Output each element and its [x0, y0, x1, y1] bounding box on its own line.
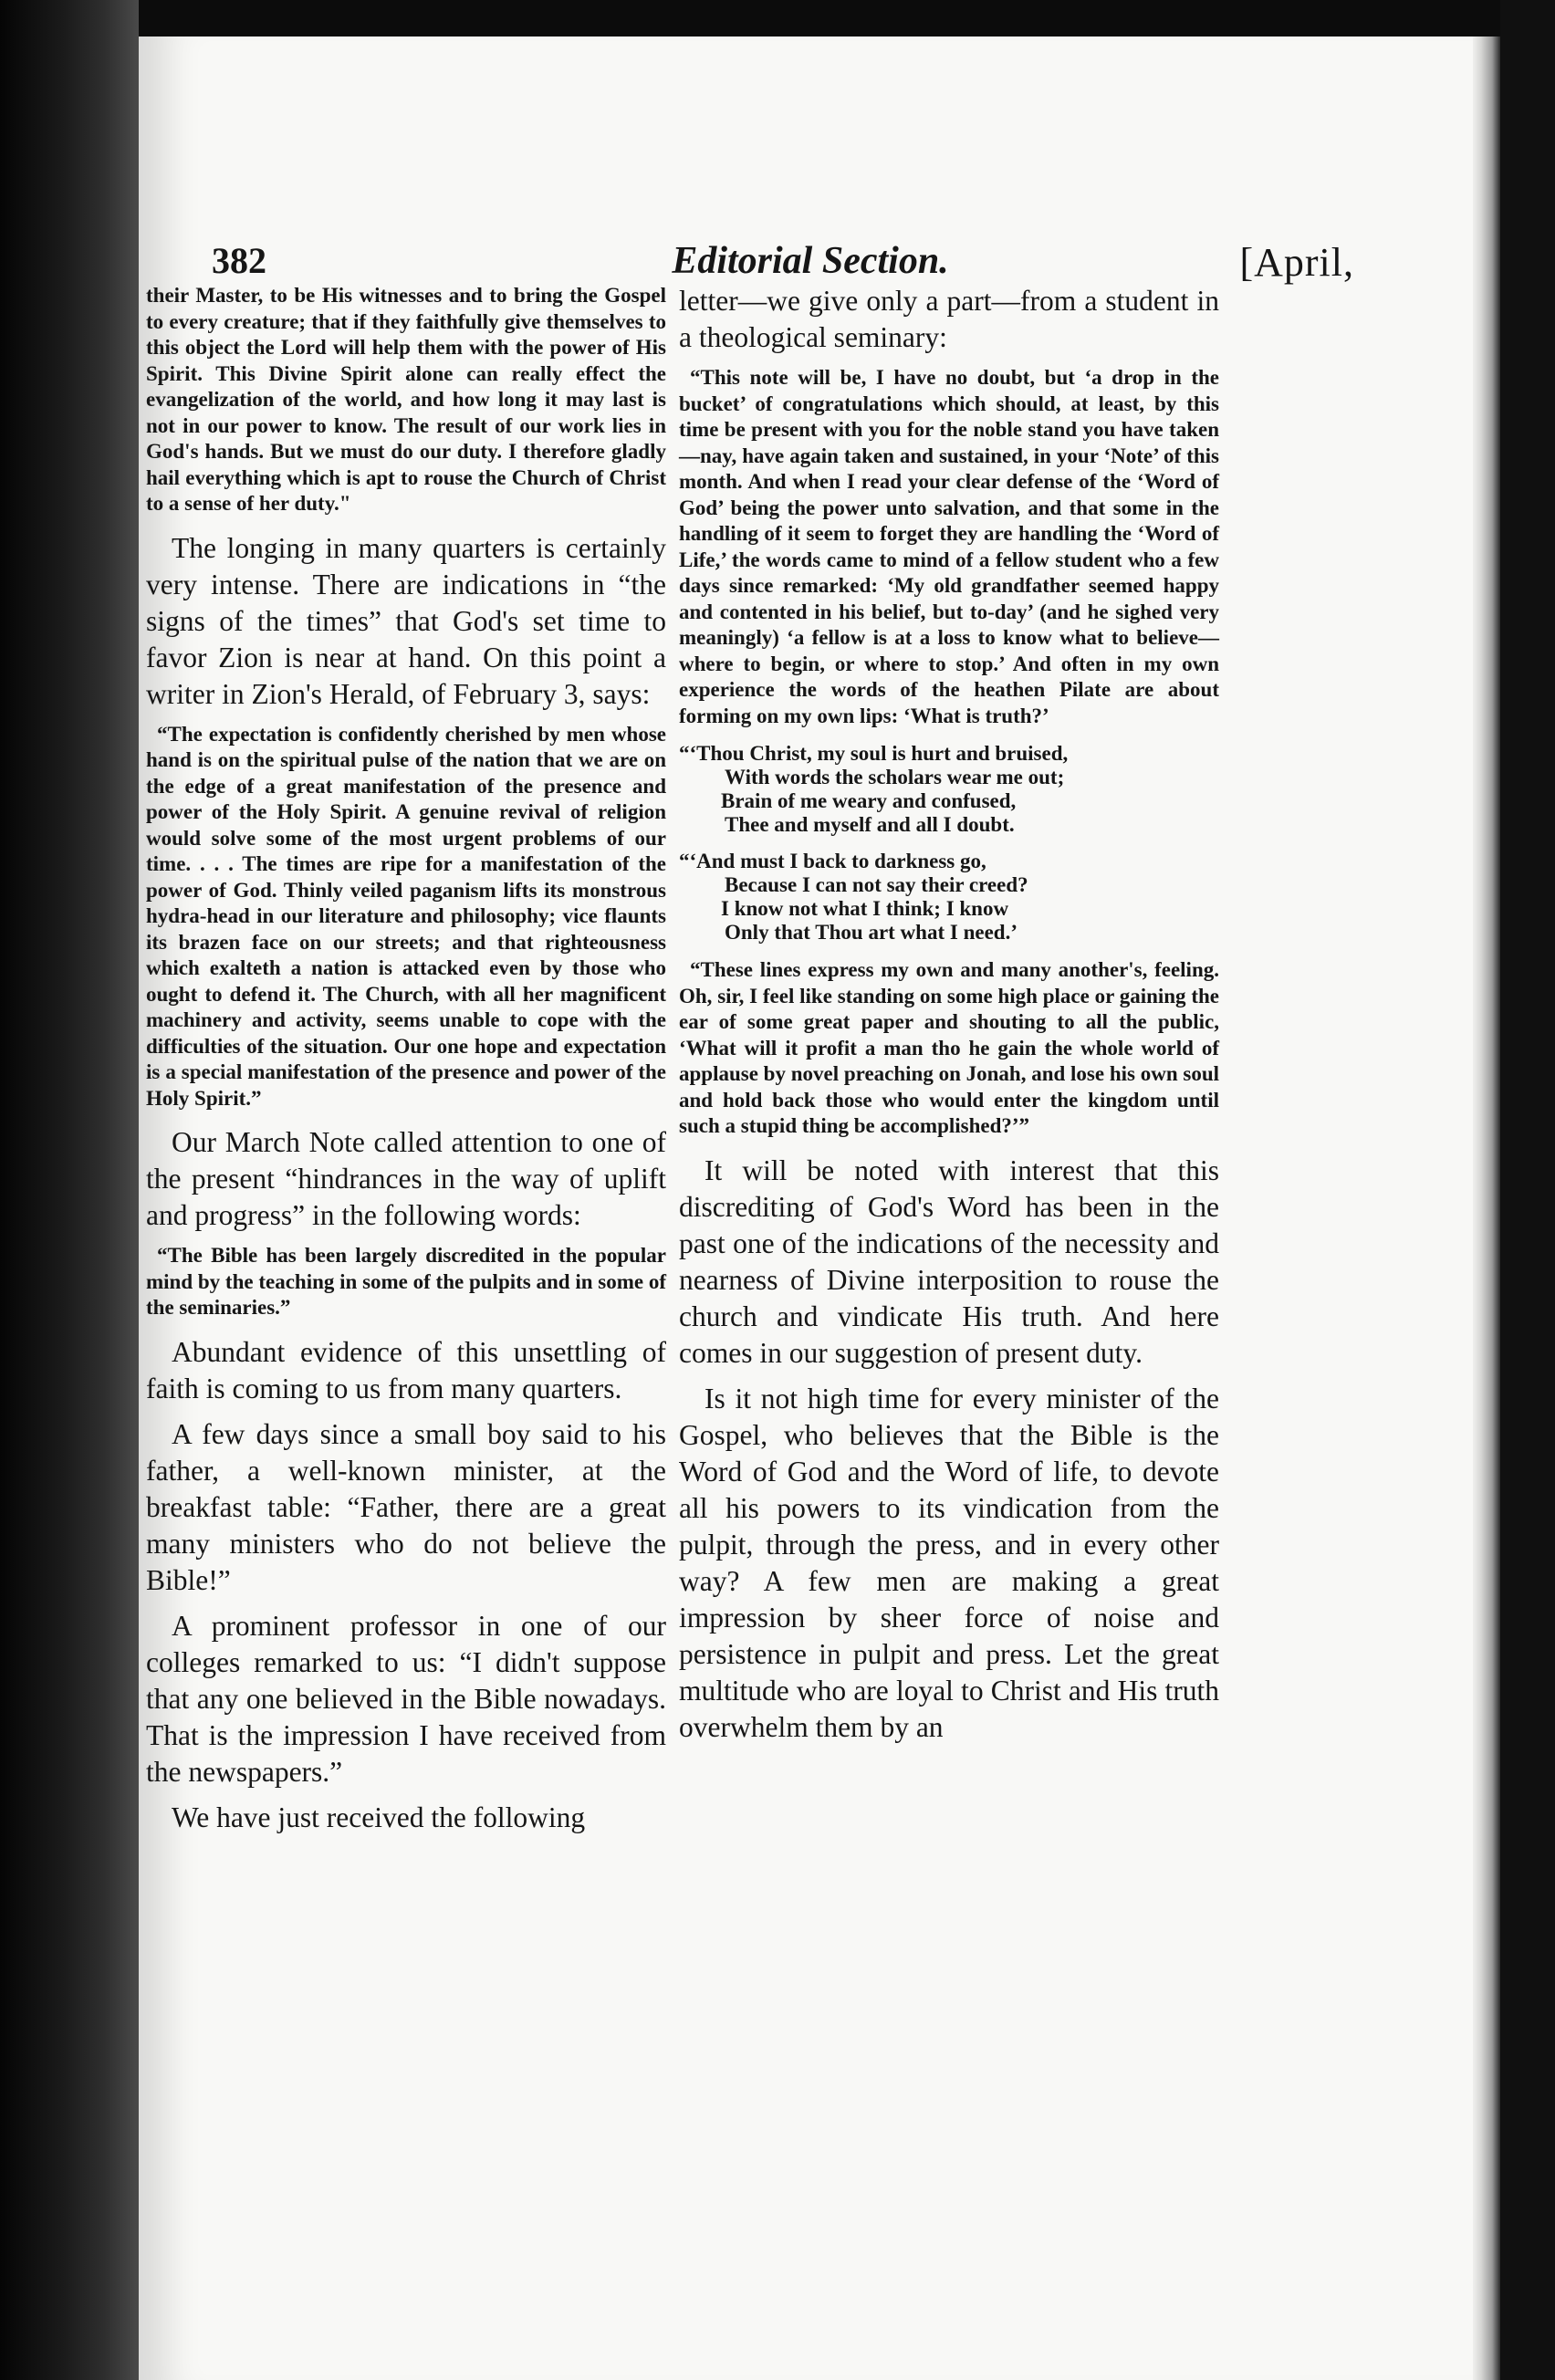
page-edge — [1473, 37, 1500, 2380]
poem-line: “‘Thou Christ, my soul is hurt and bruised, — [679, 742, 1069, 765]
body-paragraph: A few days since a small boy said to his father, a well-known minister, at the breakfast table: “Father, there are a great many ministers who do not believe the Bible!” — [146, 1417, 666, 1596]
body-paragraph: It will be noted with interest that this discrediting of God's Word has been in the past one of the indications of the necessity and nearness of Divine interposition to rouse the church and vindicate His truth. And here comes in our suggestion of present duty. — [679, 1153, 1219, 1369]
body-paragraph: Our March Note called attention to one of the present “hindrances in the way of uplift and progress” in the following words: — [146, 1126, 666, 1231]
month-label: [April, — [1239, 240, 1354, 285]
poem-line: Brain of me weary and confused, — [721, 789, 1017, 812]
body-paragraph: We have just received the following — [172, 1801, 586, 1833]
letter-quote: “This note will be, I have no doubt, but ‘a drop in the bucket’ of congratulations which should, at least, by this time be present with you for the noble stand you have taken—nay, have again taken and sustained, in your ‘Note’ of this month. And when I read your clear defense of the ‘Word of God’ being the power unto salvation, and that some in the handling of it seem to forget they are handling the ‘Word of Life,’ the words came to mind of a fellow student who a few days since remarked: ‘My old grandfather seemed happy and contented in his belief, but to-day’ (and he sighed very meaningly) ‘a fellow is at a loss to know what to believe—where to begin, or where to stop.’ And often in my own experience the words of the heathen Pilate are about forming on my own lips: ‘What is truth?’ — [679, 366, 1219, 727]
letter-quote: “These lines express my own and many another's, feeling. Oh, sir, I feel like standing on some high place or gaining the ear of some great paper and shouting to all the public, ‘What will it profit a man tho he gain the whole world of applause by novel preaching on Jonah, and lose his own soul and hold back those who would enter the kingdom until such a stupid thing be accomplished?’” — [679, 958, 1220, 1137]
page-number: 382 — [212, 240, 266, 281]
body-paragraph: Is it not high time for every minister of the Gospel, who believes that the Bible is the Word of God and the Word of life, to devote all his powers to its vindication from the pulpit, through the press, and in every other way? A few men are making a great impression by sheer force of noise and persistence in pulpit and press. Let the great multitude who are loyal to Christ and His truth overwhelm them by an — [679, 1382, 1219, 1743]
body-paragraph: A prominent professor in one of our colleges remarked to us: “I didn't suppose that any one believed in the Bible nowadays. That is the impression I have received from the newspapers.” — [146, 1609, 666, 1788]
poem-line: With words the scholars wear me out; — [725, 766, 1065, 788]
poem-line: Thee and myself and all I doubt. — [725, 813, 1015, 836]
quote-paragraph: “The Bible has been largely discredited in the popular mind by the teaching in some of the pulpits and in some of the seminaries.” — [146, 1244, 666, 1319]
poem-line: Because I can not say their creed? — [725, 873, 1028, 896]
running-head: Editorial Section. — [672, 240, 949, 282]
left-column — [146, 283, 666, 1845]
poem-line: Only that Thou art what I need.’ — [725, 921, 1018, 944]
right-column — [679, 283, 1219, 1755]
body-paragraph: letter—we give only a part—from a student in a theological seminary: — [679, 285, 1219, 353]
quote-paragraph: “The expectation is confidently cherished by men whose hand is on the spiritual pulse of the nation that we are on the edge of a great manifestation of the presence and power of the Holy Spirit. A genuine revival of religion would solve some of the most urgent problems of our time. . . . The times are ripe for a manifestation of the power of God. Thinly veiled paganism lifts its monstrous hydra-head in our literature and philosophy; vice flaunts its brazen face on our streets; and that righteousness which exalteth a nation is attacked even by those who ought to defend it. The Church, with all her magnificent machinery and activity, seems unable to cope with the difficulties of the situation. Our one hope and expectation is a special manifestation of the presence and power of the Holy Spirit.” — [146, 722, 666, 1110]
quote-paragraph: their Master, to be His witnesses and to bring the Gospel to every creature; that if they faithfully give themselves to this object the Lord will help them with the power of His Spirit. This Divine Spirit alone can really effect the evangelization of the world, and how long it may last is not in our power to know. The result of our work lies in God's hands. But we must do our duty. I therefore gladly hail everything which is apt to rouse the Church of Christ to a sense of her duty." — [146, 284, 666, 515]
poem-stanza — [679, 742, 1219, 837]
body-paragraph: The longing in many quarters is certainly very intense. There are indications in “the signs of the times” that God's set time to favor Zion is near at hand. On this point a writer in Zion's Herald, of February 3, says: — [146, 531, 666, 710]
poem-stanza — [679, 850, 1219, 945]
poem-line: I know not what I think; I know — [721, 897, 1009, 920]
body-paragraph: Abundant evidence of this unsettling of faith is coming to us from many quarters. — [146, 1335, 666, 1404]
scan-left-margin — [0, 0, 139, 2380]
scan-right-margin — [1500, 0, 1555, 2380]
poem-line: “‘And must I back to darkness go, — [679, 850, 986, 872]
